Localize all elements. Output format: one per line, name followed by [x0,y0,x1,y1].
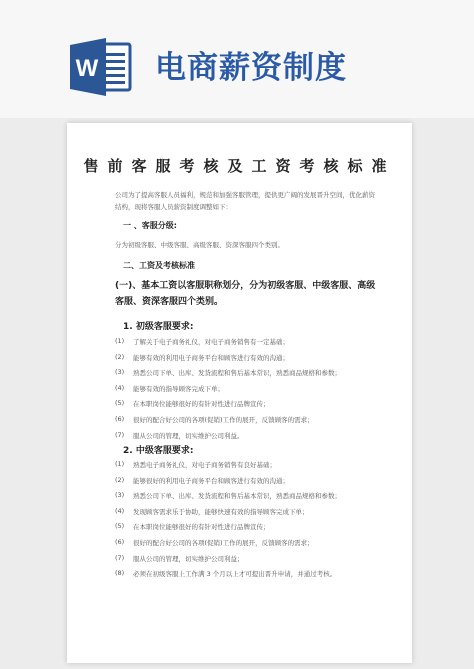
list-item-text: 能够很好的利用电子商务平台和顾客进行有效的沟通； [133,476,289,485]
banner [0,0,474,118]
list-item-number: (1) [115,337,125,345]
list-item-text: 熟悉公司下单、出库、发货流程和售后基本常识，熟悉商品规格和参数； [133,492,341,501]
section-1-text: 分为初级客服、中级客服、高级客服、资深客服四个类别。 [115,241,284,249]
list-item-number: (1) [115,460,125,468]
list-item-number: (7) [115,553,125,562]
list-item-text: 在本职岗位能够很好的有针对性进行品牌宣传； [133,523,270,532]
list-item-text: 必须在初级客服上工作满 3 个月以上才可提出晋升申请，并通过考核。 [133,570,337,579]
junior-heading: 1. 初级客服要求: [123,322,194,332]
list-item-number: (5) [115,522,125,531]
list-item-number: (6) [115,414,125,423]
list-item-text: 服从公司的管理，切实维护公司利益； [133,554,244,563]
list-item-text: 发现顾客需求乐于协助，能够快速有效的指导顾客完成下单； [133,507,309,516]
list-item-number: (2) [115,352,125,361]
list-item-text: 熟悉电子商务礼仪，对电子商务销售有良好基础； [133,461,276,469]
document-title: 售前客服考核及工资考核标准 [83,157,396,175]
middle-heading: 2. 中级客服要求: [123,446,194,456]
section-2-heading: 二、工资及考核标准 [123,261,195,270]
list-item-text: 了解关于电子商务礼仪，对电子商务销售有一定基础； [133,338,289,346]
list-item-number: (4) [115,383,125,392]
section-1-heading: 一 、客服分级: [123,221,177,230]
list-item-number: (3) [115,368,125,377]
list-item-number: (7) [115,430,125,439]
list-item-text: 在本职岗位能够很好的有针对性进行品牌宣传； [133,400,270,409]
list-item-text: 能够有效的指导顾客完成下单； [133,384,224,393]
word-logo-letter: W [75,55,99,82]
list-item-text: 熟悉公司下单、出库、发货流程和售后基本常识，熟悉商品规格和参数； [133,369,341,378]
word-document-icon [70,38,132,96]
list-item-number: (8) [115,569,125,578]
list-item-text: 能够有效的利用电子商务平台和顾客进行有效的沟通； [133,353,289,362]
list-item-number: (4) [115,506,125,515]
list-item-text: 很好的配合好公司的各项(促销)工作的展开，反馈顾客的需求； [133,538,314,547]
banner-title: 电商薪资制度 [155,50,347,86]
list-item-number: (3) [115,491,125,500]
list-item-number: (2) [115,475,125,484]
list-item-number: (5) [115,399,125,408]
section-2-subheading: (一)、基本工资以客服职称划分，分为初级客服、中级客服、高级客服、资深客服四个类别。 [115,281,376,307]
list-item-text: 很好的配合好公司的各项(促销)工作的展开，反馈顾客的需求； [133,415,314,424]
document-page [67,123,412,663]
list-item-number: (6) [115,537,125,546]
list-item-text: 服从公司的管理，切实维护公司利益。 [133,431,244,440]
intro-paragraph: 公司为了提高客服人员福利，规范和加强客服管理，提供更广阔的发展晋升空间，优化薪资结构，现将客服人员薪资制度调整如下： [115,191,375,211]
